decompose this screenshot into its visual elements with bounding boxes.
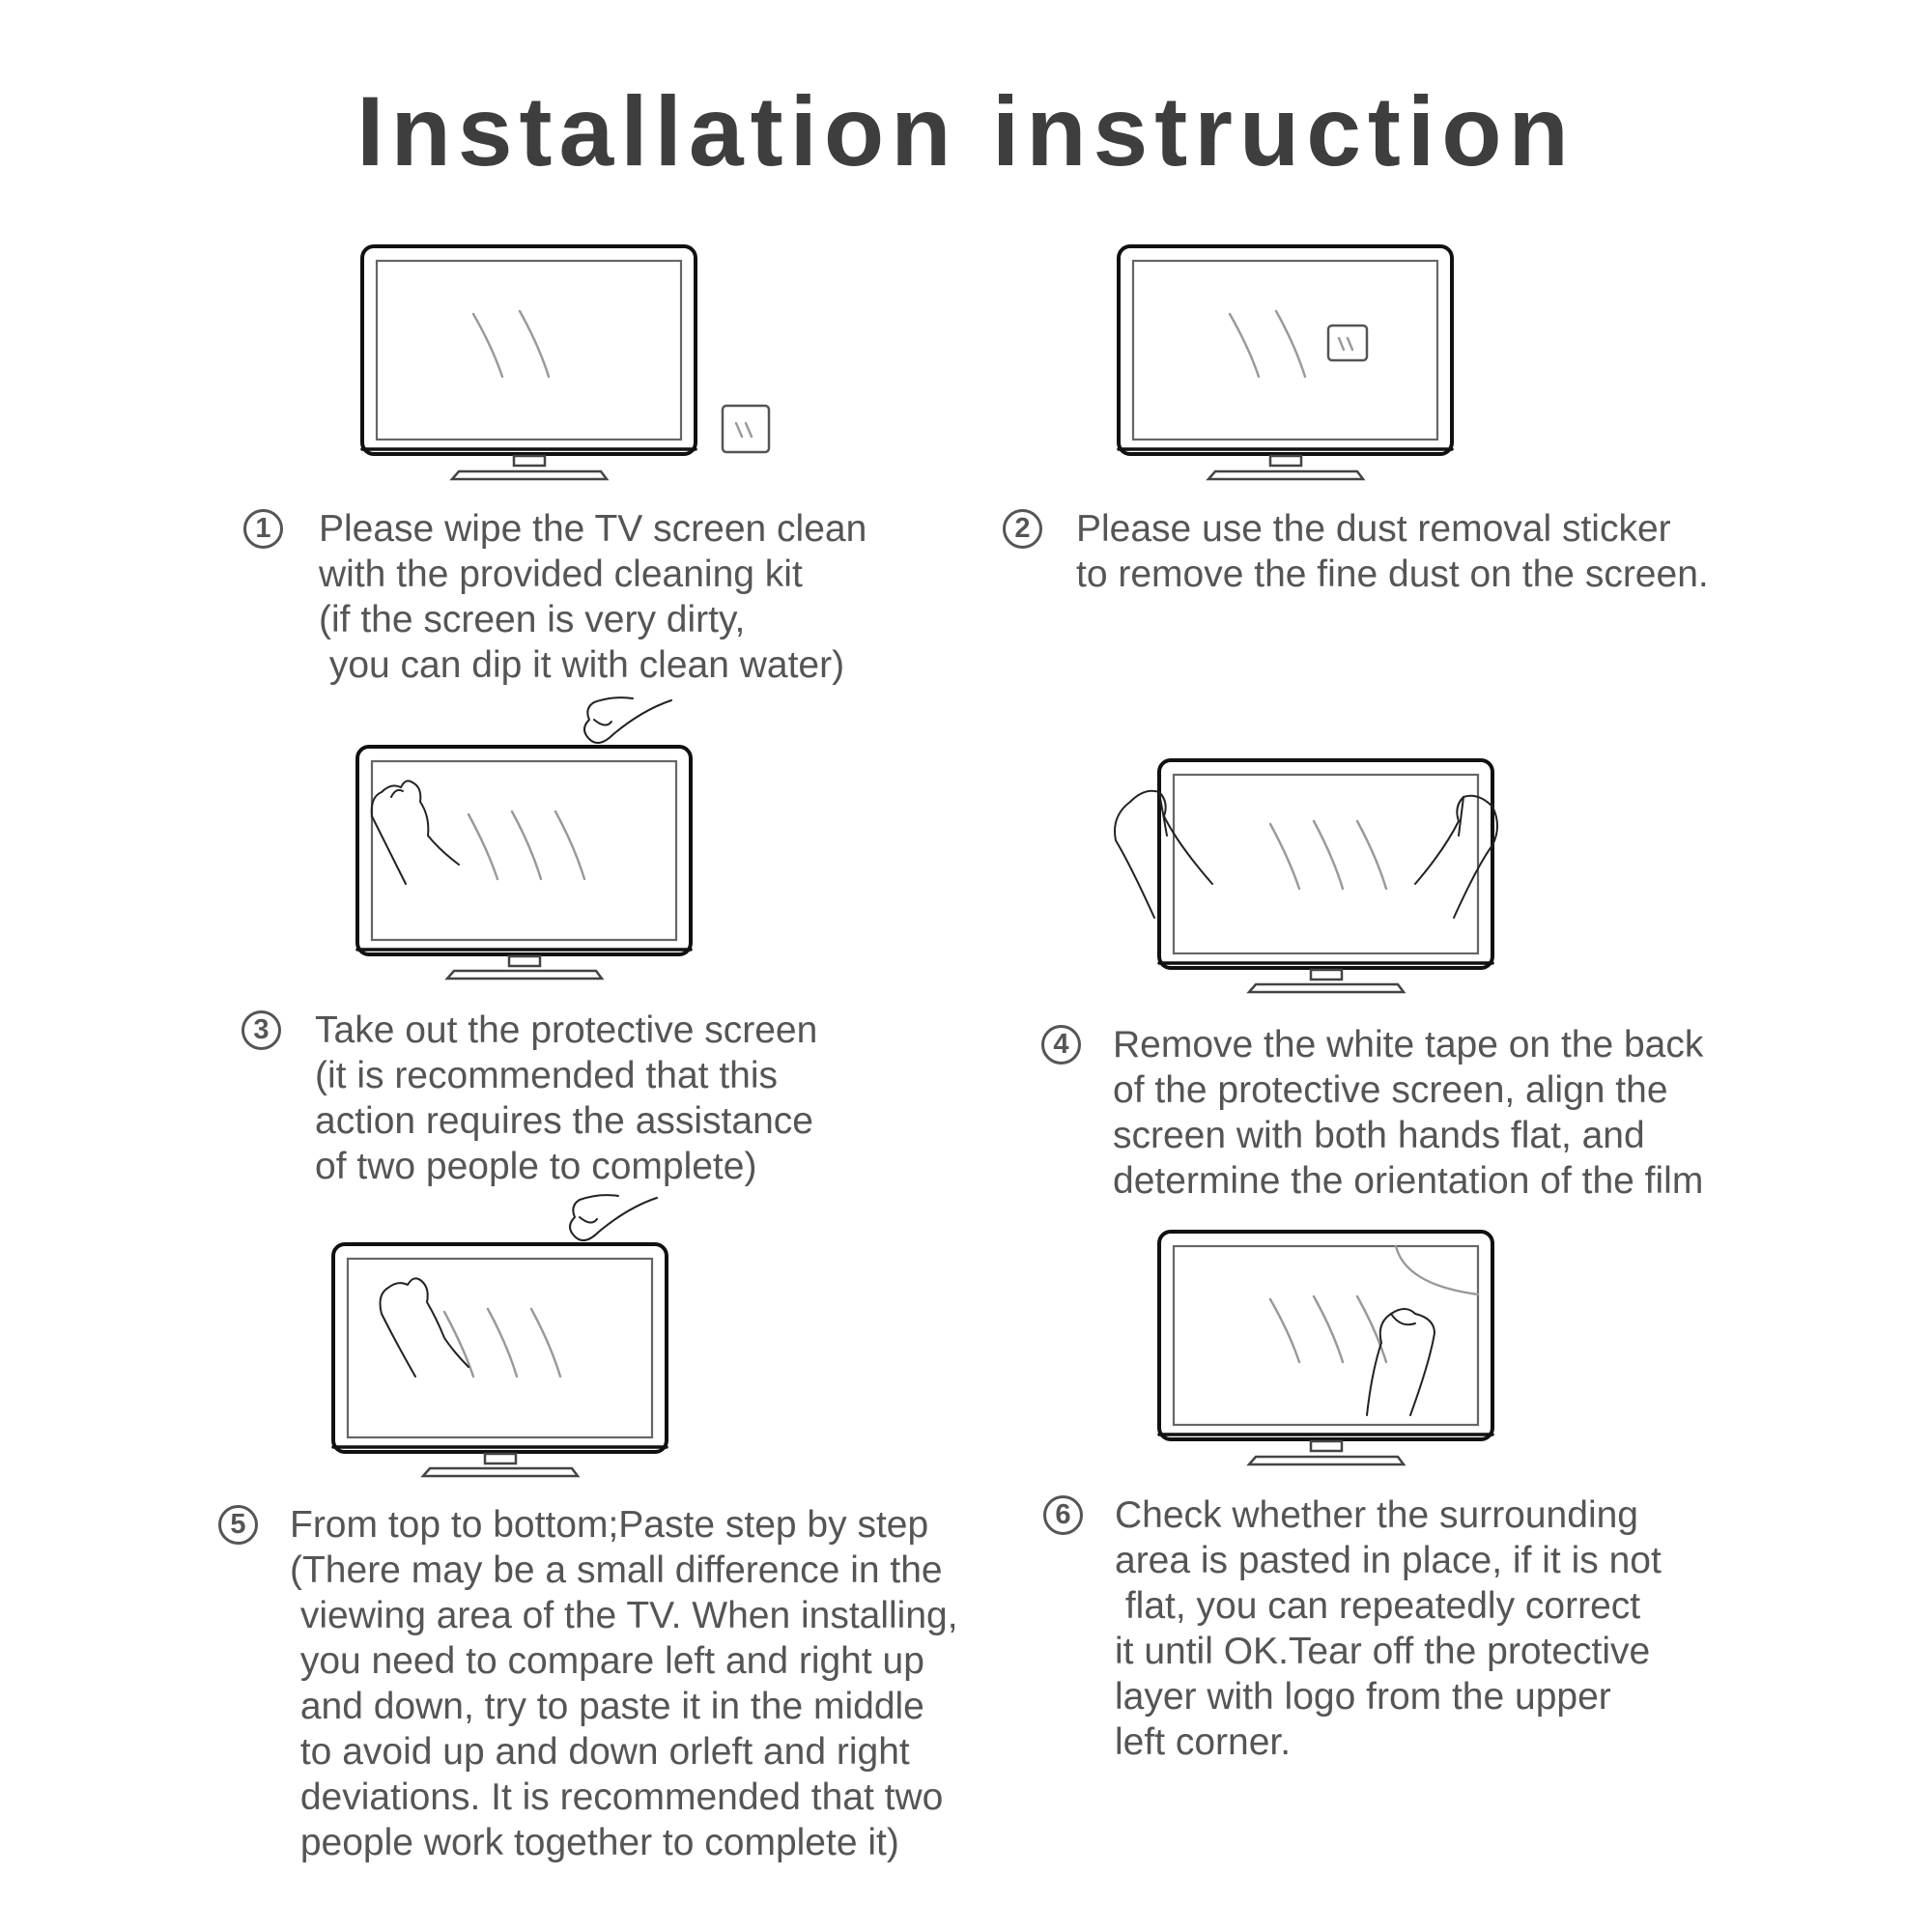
- step-2-text: [1076, 506, 1709, 597]
- step-text-line: screen with both hands flat, and: [1113, 1115, 1645, 1156]
- tv-cleaning-illustration: [357, 242, 792, 483]
- tv-icon: [1159, 760, 1492, 992]
- step-text-line: left corner.: [1115, 1721, 1292, 1763]
- step-6-text: [1115, 1492, 1662, 1765]
- step-number-badge: 3: [242, 1010, 281, 1050]
- step-text-line: Take out the protective screen: [315, 1009, 818, 1051]
- tv-icon: [1159, 1232, 1492, 1464]
- hand-right-icon: [584, 697, 671, 743]
- step-text-line: (if the screen is very dirty,: [319, 599, 746, 640]
- step-text-line: (There may be a small difference in the: [290, 1549, 943, 1591]
- step-text-line: Please use the dust removal sticker: [1076, 508, 1671, 550]
- step-3-text: [315, 1008, 817, 1189]
- step-text-line: deviations. It is recommended that two: [290, 1776, 944, 1818]
- step-text-line: to remove the fine dust on the screen.: [1076, 554, 1709, 595]
- step-text-line: layer with logo from the upper: [1115, 1676, 1611, 1718]
- tv-icon: [1119, 246, 1452, 479]
- step-text-line: to avoid up and down orleft and right: [290, 1731, 910, 1773]
- step-4-text: [1113, 1022, 1703, 1204]
- check-surrounding-illustration: [1154, 1227, 1502, 1468]
- step-text-line: and down, try to paste it in the middle: [290, 1686, 924, 1727]
- step-text-line: determine the orientation of the film: [1113, 1160, 1704, 1202]
- step-text-line: viewing area of the TV. When installing,: [290, 1595, 958, 1636]
- paste-step-illustration: [328, 1188, 696, 1478]
- tv-icon: [362, 246, 696, 479]
- step-number-badge: 4: [1041, 1025, 1081, 1065]
- dust-sticker-icon: [1328, 326, 1367, 360]
- step-text-line: of two people to complete): [315, 1146, 757, 1187]
- step-text-line: Please wipe the TV screen clean: [319, 508, 867, 550]
- step-number-badge: 2: [1003, 509, 1042, 549]
- take-out-screen-illustration: [353, 691, 720, 980]
- step-text-line: Remove the white tape on the back: [1113, 1024, 1704, 1065]
- step-text-line: people work together to complete it): [290, 1822, 899, 1863]
- cleaning-pad-icon: [723, 406, 769, 452]
- step-number-badge: 6: [1043, 1495, 1083, 1535]
- step-text-line: you need to compare left and right up: [290, 1640, 924, 1682]
- step-text-line: with the provided cleaning kit: [319, 554, 803, 595]
- step-text-line: Check whether the surrounding: [1115, 1494, 1638, 1536]
- step-text-line: it until OK.Tear off the protective: [1115, 1631, 1651, 1672]
- step-number-badge: 1: [243, 509, 283, 549]
- page-title: Installation instruction: [356, 76, 1576, 186]
- step-text-line: area is pasted in place, if it is not: [1115, 1540, 1662, 1581]
- step-text-line: you can dip it with clean water): [319, 644, 845, 686]
- align-film-illustration: [1111, 749, 1536, 995]
- step-5-text: [290, 1502, 958, 1865]
- hand-right-icon: [570, 1195, 657, 1240]
- step-text-line: (it is recommended that this: [315, 1055, 779, 1096]
- step-text-line: of the protective screen, align the: [1113, 1069, 1668, 1111]
- tv-dust-sticker-illustration: [1114, 242, 1471, 483]
- step-text-line: action requires the assistance: [315, 1100, 813, 1142]
- tv-icon: [333, 1244, 667, 1476]
- step-text-line: From top to bottom;Paste step by step: [290, 1504, 929, 1546]
- step-number-badge: 5: [218, 1505, 258, 1545]
- step-text-line: flat, you can repeatedly correct: [1115, 1585, 1641, 1627]
- step-1-text: [319, 506, 867, 688]
